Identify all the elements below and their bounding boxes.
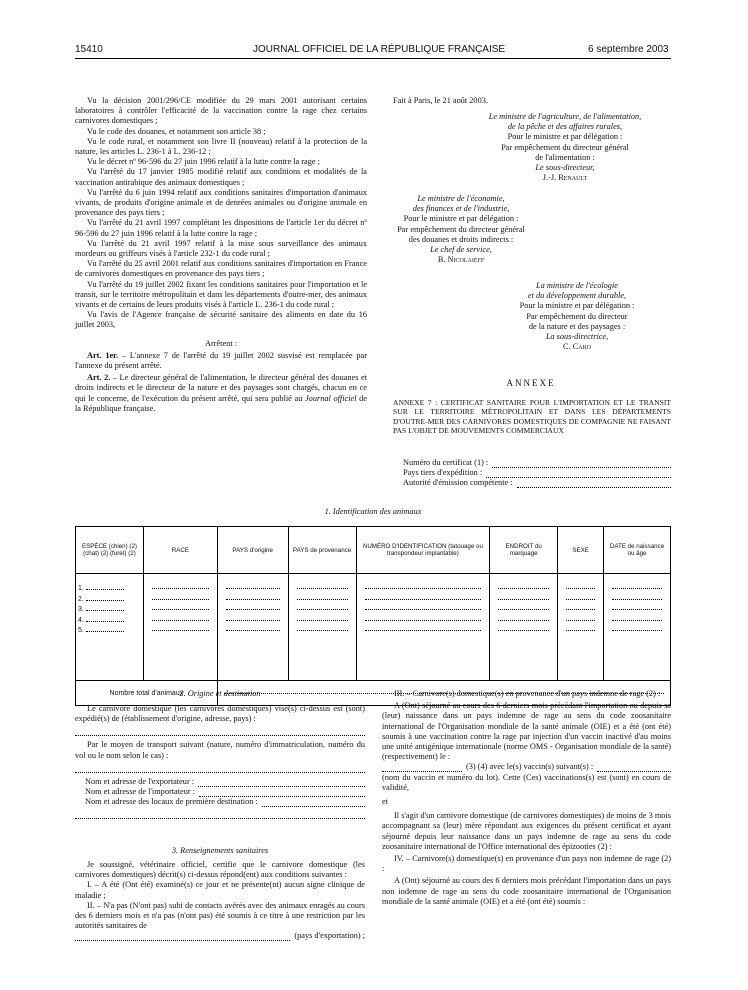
sig3-line2: Par empêchement du directeur	[526, 311, 628, 321]
dotted-line	[86, 624, 124, 632]
dotted-line	[86, 603, 124, 611]
row-4	[78, 614, 141, 625]
s2-destination-row	[85, 797, 365, 807]
annexe-heading: ANNEXE 7 : CERTIFICAT SANITAIRE POUR L'IMPORTATION ET LE TRANSIT SUR LE TERRITOIRE MÉTROPOLITAIN ET DANS LES DÉPARTEMENTS D'OUTRE-MER DES CARNIVORES DOMESTIQUES DE COMPAGNIE NE FAISANT PAS L'OBJET DE MOUVEMENTS COMMERCIAUX	[393, 398, 671, 436]
col-endroit-marquage: ENDROIT du marquage	[490, 527, 558, 574]
s2-exporter-line[interactable]	[198, 777, 365, 787]
section-2-title: 2. Origine et destination	[179, 689, 261, 698]
s3-country-line[interactable]	[75, 931, 290, 941]
total-label: Nombre total d'animaux	[76, 681, 218, 706]
identification-table	[75, 526, 671, 706]
sig3-name: C. Caro	[563, 342, 591, 352]
annexe-title: ANNEXE	[506, 378, 556, 388]
rb-et: et	[382, 797, 388, 807]
signature-block-ecologie	[486, 281, 668, 352]
section-1-title: 1. Identification des animaux	[324, 507, 422, 516]
signature-block-economie	[380, 194, 542, 265]
cell-espece[interactable]	[76, 574, 144, 681]
row-1	[78, 582, 141, 593]
s3-certify-text: Je soussigné, vétérinaire officiel, certifie que le carnivore domestique (les carnivores domestiques) décrit(s) ci-dessus répond(ent) aux conditions suivantes :	[75, 860, 365, 880]
cell-race[interactable]	[143, 574, 217, 681]
row-number: 3.	[78, 606, 84, 613]
s2-destination-label: Nom et adresse des locaux de première destination :	[85, 797, 258, 807]
cert-authority-line[interactable]	[517, 478, 671, 488]
article-1-label: Art. 1er.	[87, 350, 119, 360]
dotted-line	[86, 582, 124, 590]
visa-7: Vu l'arrêté du 21 avril 1997 complétant les dispositions de l'article 1er du décret nº 96-596 du 27 juin 1996 relatif à la lutte contre la rage ;	[75, 218, 367, 238]
cell-endroit-marquage[interactable]	[490, 574, 558, 681]
visa-5: Vu l'arrêté du 17 janvier 1985 modifié relatif aux conditions et modalités de la vaccination antirabique des animaux domestiques ;	[75, 167, 367, 187]
arretent: Arrêtent :	[204, 338, 238, 348]
article-2-text-a: – Le directeur général de l'alimentation, le directeur général des douanes et droits indirects et le directeur de la nature et des paysages sont chargés, chacun en ce qui le concerne, de l'exécution du présent arrêté, qui sera publié au	[75, 373, 367, 403]
table-header-row	[76, 527, 671, 574]
article-1-text: – L'annexe 7 de l'arrêté du 19 juillet 2002 susvisé est remplacée par l'annexe du présent arrêté.	[75, 350, 367, 371]
cert-country-row	[403, 468, 671, 478]
cert-number-row	[403, 458, 671, 468]
col-pays-origine: PAYS d'origine	[217, 527, 288, 574]
article-2-journal: Journal officiel	[305, 393, 357, 403]
sig2-line4: Le chef de service,	[430, 245, 492, 255]
header-rule	[75, 58, 671, 59]
row-3	[78, 603, 141, 614]
cell-sexe[interactable]	[558, 574, 604, 681]
fait-a-paris: Fait à Paris, le 21 août 2003.	[393, 96, 488, 105]
rb-validity-text: (nom du vaccin et numéro du lot). Cette (Ces) vaccinations(s) est (sont) en cours de validité,	[382, 772, 671, 792]
rb-vaccine-row	[382, 762, 671, 772]
sig1-line1: Pour le ministre et par délégation :	[507, 132, 623, 142]
header-date: 6 septembre 2003	[588, 44, 669, 55]
sig3-line4: La sous-directrice,	[545, 332, 609, 342]
s2-expedition-text: Le carnivore domestique (les carnivores domestiques) visé(s) ci-dessus est (sont) expédié(s) de (établissement d'origine, adresse, pays) :	[75, 704, 365, 724]
sig1-line3: de l'alimentation :	[535, 152, 595, 162]
sig3-line3: de la nature et des paysages :	[528, 321, 626, 331]
article-1	[75, 351, 367, 371]
s2-expedition-line[interactable]	[75, 726, 365, 736]
sig2-minister-line2: des finances et de l'industrie,	[412, 204, 510, 214]
cert-country-line[interactable]	[486, 468, 671, 478]
rb-vaccine-line[interactable]	[597, 762, 671, 772]
visa-2: Vu le code des douanes, et notamment son article 38 ;	[87, 126, 266, 136]
cell-pays-provenance[interactable]	[288, 574, 356, 681]
article-2-label: Art. 2.	[87, 373, 111, 383]
dotted-line	[86, 614, 124, 622]
s2-importer-row	[85, 787, 365, 797]
s2-destination-line[interactable]	[262, 797, 365, 807]
s2-importer-label: Nom et adresse de l'importateur :	[85, 787, 196, 797]
s2-exporter-label: Nom et adresse de l'exportateur :	[85, 776, 195, 786]
left-column-top	[75, 96, 367, 414]
s2-transport-line[interactable]	[75, 763, 365, 773]
article-2	[75, 373, 367, 414]
rb-date-line[interactable]	[382, 762, 462, 772]
col-numero-identification: NUMÉRO D'IDENTIFICATION (tatouage ou transpondeur implantable)	[356, 527, 490, 574]
certificate-fields	[393, 458, 671, 489]
s3-item-2-end-text: (pays d'exportation) ;	[294, 931, 365, 941]
sig1-name: J.-J. Renault	[542, 173, 588, 183]
s3-item-2: II. – N'a pas (N'ont pas) subi de contacts avérés avec des animaux enragés au cours des 6 derniers mois et n'a pas (n'ont pas) été soumis à ce titre à une restriction par les autorités sanitaires de	[75, 900, 365, 931]
section-3-body	[75, 860, 365, 942]
rb-vaccination-text: A (Ont) séjourné au cours des 6 derniers mois précédant l'importation ou depuis sa (leur) naissance dans un pays indemne de rage au sens du code zoosanitaire international de l'Organisation mondiale de la santé animale (OIE) et a été (ont été) soumis à une vaccination contre la rage par injection d'un vaccin inactivé d'au moins une unité antigénique internationale (norme OMS - Organisation mondiale de la santé) (respectivement) le :	[382, 701, 671, 762]
sig1-line4: Le sous-directeur,	[535, 163, 595, 173]
row-number: 2.	[78, 595, 84, 603]
cell-pays-origine[interactable]	[217, 574, 288, 681]
visa-1: Vu la décision 2001/296/CE modifiée du 29 mars 2001 autorisant certains laboratoires à contrôler l'efficacité de la vaccination contre la rage chez certains carnivores domestiques ;	[75, 96, 367, 126]
cert-authority-row	[403, 478, 671, 488]
rb-item-3: III. – Carnivore(s) domestique(s) en provenance d'un pays indemne de rage (2) :	[394, 689, 661, 698]
s2-exporter-row	[85, 777, 365, 787]
article-2-text-b: de la République française.	[75, 393, 367, 413]
right-column-bottom	[382, 689, 671, 907]
section-3-title: 3. Renseignements sanitaires	[171, 846, 269, 855]
visa-6: Vu l'arrêté du 6 juin 1994 relatif aux conditions sanitaires d'importation d'animaux vivants, de produits d'origine animale et de denrées animales ou d'origine animale en provenance des pays tiers ;	[75, 187, 367, 218]
s3-item-2-end	[75, 931, 365, 941]
cert-country-label: Pays tiers d'expédition :	[403, 468, 483, 478]
col-race: RACE	[143, 527, 217, 574]
cert-number-line[interactable]	[492, 458, 671, 468]
sig1-minister-line2: de la pêche et des affaires rurales,	[507, 122, 623, 132]
page-number: 15410	[75, 44, 103, 55]
sig2-line3: des douanes et droits indirects :	[408, 234, 514, 244]
cell-numero-identification[interactable]	[356, 574, 490, 681]
rb-vaccine-label: (3) (4) avec le(s) vaccin(s) suivant(s) :	[466, 762, 594, 772]
s2-transport-text: Par le moyen de transport suivant (nature, numéro d'immatriculation, numéro du vol ou le nom selon le cas) :	[75, 740, 365, 760]
cert-number-label: Numéro du certificat (1) :	[403, 458, 489, 467]
col-espece: ESPÈCE (chien) (2) (chat) (2) (furet) (2)	[76, 527, 144, 574]
signature-block-agriculture	[460, 112, 670, 183]
rb-item-4: IV. – Carnivore(s) domestique(s) en provenance d'un pays non indemne de rage (2) :	[382, 854, 671, 874]
row-5	[78, 624, 141, 635]
rb-young-animals-text: Il s'agit d'un carnivore domestique (de carnivores domestiques) de moins de 3 mois accompagnant sa (leur) mère répondant aux exigences du présent certificat et ayant séjourné depuis leur naissance dans un pays indemne de rage au sens du code zoosanitaire international de l'Office international des épizooties (2) :	[382, 811, 671, 851]
section-2-body	[75, 704, 365, 819]
dotted-line	[86, 593, 124, 601]
sig1-line2: Par empêchement du directeur général	[501, 142, 629, 152]
row-number: 5.	[78, 627, 84, 634]
row-2	[78, 593, 141, 604]
row-number: 1.	[78, 585, 84, 592]
col-pays-provenance: PAYS de provenance	[288, 527, 356, 574]
sig2-name: B. Nicolaieff	[437, 255, 485, 265]
s3-item-1: I. – A été (Ont été) examiné(s) ce jour et ne présente(nt) aucun signe clinique de maladie ;	[75, 880, 365, 900]
table-row	[76, 574, 671, 681]
visa-3: Vu le code rural, et notamment son livre II (nouveau) relatif à la protection de la nature, les articles L. 236-1 à L. 236-12 ;	[75, 136, 367, 157]
visa-9: Vu l'arrêté du 25 avril 2001 relatif aux conditions sanitaires d'importation en France de carnivores domestiques en provenance des pays tiers ;	[75, 259, 367, 279]
col-date-naissance: DATE de naissance ou âge	[604, 527, 671, 574]
sig3-minister-line2: et du développement durable,	[527, 291, 627, 301]
row-number: 4.	[78, 616, 84, 624]
sig3-minister-line1: La ministre de l'écologie	[536, 281, 618, 290]
visa-10: Vu l'arrêté du 19 juillet 2002 fixant les conditions sanitaires pour l'importation et le transit, sur le territoire métropolitain et dans les départements d'outre-mer, des animaux vivants et de certains de leurs produits visés à l'article L. 236-1 du code rural ;	[75, 279, 367, 310]
journal-title: JOURNAL OFFICIEL DE LA RÉPUBLIQUE FRANÇAISE	[253, 44, 506, 55]
s2-importer-line[interactable]	[199, 787, 365, 797]
sig2-line1: Pour le ministre et par délégation :	[403, 214, 519, 224]
rb-non-indemne-text: A (Ont) séjourné au cours des 6 derniers mois précédant l'importation dans un pays non indemne de rage au sens du code zoosanitaire international de l'Organisation mondiale de la santé animale (OIE) et a été (ont été) soumis :	[382, 876, 671, 906]
cell-date-naissance[interactable]	[604, 574, 671, 681]
col-sexe: SEXE	[558, 527, 604, 574]
visa-4: Vu le décret nº 96-596 du 27 juin 1996 relatif à la lutte contre la rage ;	[87, 157, 320, 167]
sig1-minister-line1: Le ministre de l'agriculture, de l'alimentation,	[488, 112, 642, 121]
sig2-line2: Par empêchement du directeur général	[397, 224, 525, 234]
visa-11: Vu l'avis de l'Agence française de sécurité sanitaire des aliments en date du 16 juillet 2003,	[75, 310, 367, 330]
sig2-minister-line1: Le ministre de l'économie,	[417, 194, 505, 203]
s2-extra-line[interactable]	[75, 809, 365, 819]
cert-authority-label: Autorité d'émission compétente :	[403, 478, 513, 488]
sig3-line1: Pour la ministre et par délégation :	[519, 301, 635, 311]
visa-8: Vu l'arrêté du 21 avril 1997 relatif à la mise sous surveillance des animaux mordeurs ou griffeurs visés à l'article 232-1 du code rural ;	[75, 238, 367, 259]
